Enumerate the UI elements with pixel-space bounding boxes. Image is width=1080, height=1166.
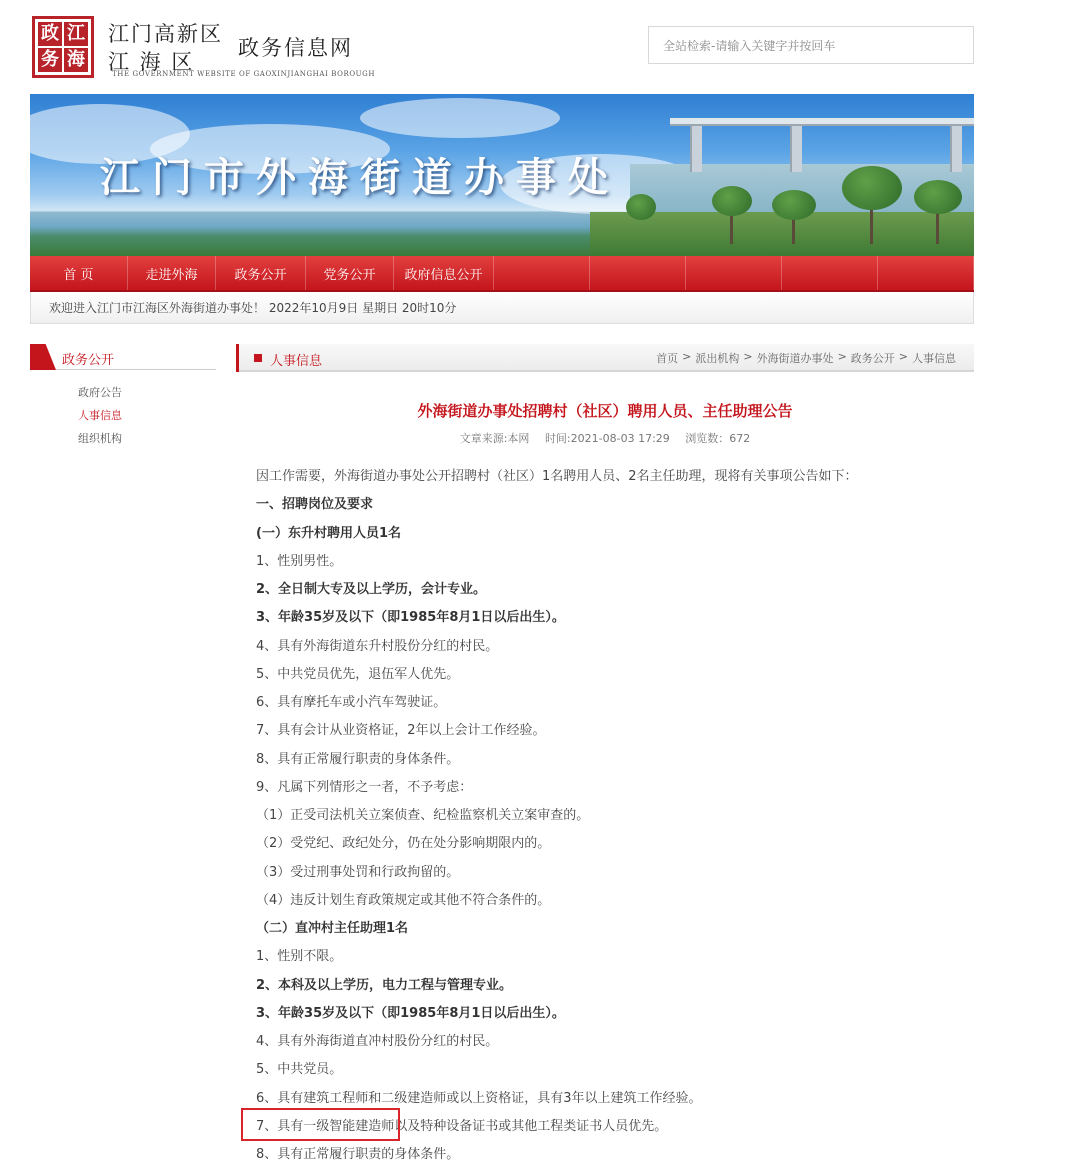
article-paragraph: 4、具有外海街道东升村股份分红的村民。 (256, 638, 499, 654)
sidebar-header-mark (30, 344, 56, 370)
article-paragraph: 7、具有会计从业资格证，2年以上会计工作经验。 (256, 723, 546, 739)
article-views: 浏览数：672 (685, 432, 751, 445)
banner-tree (712, 186, 752, 216)
breadcrumb-separator: > (837, 350, 847, 363)
article-time: 时间:2021-08-03 17:29 (544, 432, 670, 445)
site-name-suffix: 政务信息网 (238, 36, 353, 60)
sidebar-item-organization[interactable]: 组织机构 (78, 432, 122, 445)
article-body (256, 466, 956, 1166)
article-paragraph: （4）违反计划生育政策规定或其他不符合条件的。 (256, 892, 551, 908)
banner-tree (914, 180, 962, 214)
breadcrumb-separator: > (898, 350, 908, 363)
sidebar-header (30, 344, 216, 370)
article-paragraph: 3、年龄35岁及以下（即1985年8月1日以后出生）。 (256, 1005, 565, 1021)
breadcrumb-separator: > (743, 350, 753, 363)
banner-tree (626, 194, 656, 220)
article-paragraph: 1、性别男性。 (256, 553, 343, 569)
content-header-accent (236, 344, 239, 372)
site-logo-seal[interactable] (32, 16, 94, 78)
sidebar-menu (78, 384, 122, 453)
nav-item-home[interactable]: 首 页 (30, 256, 128, 290)
sidebar-title: 政务公开 (62, 353, 115, 368)
welcome-bar: 欢迎进入江门市江海区外海街道办事处！ 2022年10月9日 星期日 20时10分 (30, 292, 974, 324)
breadcrumb-home[interactable]: 首页 (656, 352, 679, 365)
sidebar-item-personnel[interactable]: 人事信息 (78, 409, 122, 422)
article-paragraph: 3、年龄35岁及以下（即1985年8月1日以后出生）。 (256, 610, 565, 626)
highlight-annotation-box (241, 1108, 400, 1141)
site-name-line1: 江门高新区 (108, 22, 223, 46)
content-header (236, 344, 974, 372)
breadcrumb (656, 350, 956, 366)
article-paragraph: 9、凡属下列情形之一者，不予考虑： (256, 779, 473, 795)
banner-bridge (670, 118, 974, 126)
site-name-line2: 江 海 区 (108, 50, 195, 74)
article-paragraph: （3）受过刑事处罚和行政拘留的。 (256, 864, 460, 880)
site-search-input[interactable] (648, 26, 974, 64)
article-paragraph: 5、中共党员。 (256, 1062, 343, 1078)
article-paragraph: 因工作需要，外海街道办事处公开招聘村（社区）1名聘用人员、2名主任助理，现将有关事项公告如下： (256, 469, 858, 484)
seal-char: 江 (64, 22, 88, 46)
search-placeholder: 全站检索-请输入关键字并按回车 (663, 38, 836, 53)
article-paragraph: 8、具有正常履行职责的身体条件。 (256, 751, 460, 767)
bridge-pier (690, 126, 702, 172)
nav-item-info-disclosure[interactable]: 政府信息公开 (394, 256, 494, 290)
article-paragraph: 5、中共党员优先，退伍军人优先。 (256, 666, 460, 682)
article-paragraph: （1）正受司法机关立案侦查、纪检监察机关立案审查的。 (256, 808, 590, 823)
sidebar-item-announcements[interactable]: 政府公告 (78, 386, 122, 399)
section-title: 人事信息 (270, 354, 323, 369)
article-paragraph: 4、具有外海街道直冲村股份分红的村民。 (256, 1034, 499, 1049)
article-paragraph: （二）直冲村主任助理1名 (256, 921, 409, 936)
article-paragraph: 6、具有建筑工程师和二级建造师或以上资格证，具有3年以上建筑工作经验。 (256, 1090, 702, 1106)
breadcrumb-separator: > (682, 350, 692, 363)
seal-char: 海 (64, 48, 88, 72)
banner-tree (842, 166, 902, 210)
article-paragraph: （2）受党纪、政纪处分，仍在处分影响期限内的。 (256, 836, 551, 852)
nav-spacer (494, 256, 974, 290)
seal-char: 政 (38, 22, 62, 46)
seal-char: 务 (38, 48, 62, 72)
article-paragraph: 2、本科及以上学历，电力工程与管理专业。 (256, 977, 513, 993)
banner-image (30, 94, 974, 256)
breadcrumb-government-affairs[interactable]: 政务公开 (850, 352, 895, 365)
article-paragraph: 一、招聘岗位及要求 (256, 497, 374, 513)
article-paragraph: 6、具有摩托车或小汽车驾驶证。 (256, 695, 447, 710)
banner-tree (772, 190, 816, 220)
bridge-pier (950, 126, 962, 172)
bridge-pier (790, 126, 802, 172)
article-paragraph: 1、性别不限。 (256, 949, 343, 965)
breadcrumb-office[interactable]: 外海街道办事处 (756, 352, 834, 365)
article-paragraph: (一）东升村聘用人员1名 (256, 525, 401, 541)
square-bullet-icon (254, 354, 262, 362)
article-paragraph: 8、具有正常履行职责的身体条件。 (256, 1147, 460, 1162)
nav-item-party-affairs[interactable]: 党务公开 (306, 256, 394, 290)
site-name-english: THE GOVERNMENT WEBSITE OF GAOXINJIANGHAI BOROUGH (112, 70, 376, 78)
main-nav (30, 256, 974, 292)
breadcrumb-dispatched-agencies[interactable]: 派出机构 (695, 352, 740, 365)
article-meta (236, 430, 974, 446)
site-header (30, 14, 974, 84)
banner-cloud (360, 98, 560, 138)
article-title: 外海街道办事处招聘村（社区）聘用人员、主任助理公告 (417, 402, 793, 420)
banner-title: 江门市外海街道办事处 (100, 154, 620, 201)
nav-item-about[interactable]: 走进外海 (128, 256, 216, 290)
breadcrumb-personnel[interactable]: 人事信息 (912, 352, 956, 365)
article-paragraph: 7、具有一级智能建造师以及特种设备证书或其他工程类证书人员优先。 (256, 1118, 668, 1134)
article-source: 文章来源:本网 (459, 432, 530, 445)
nav-item-government-affairs[interactable]: 政务公开 (216, 256, 306, 290)
article-paragraph: 2、全日制大专及以上学历，会计专业。 (256, 582, 487, 597)
